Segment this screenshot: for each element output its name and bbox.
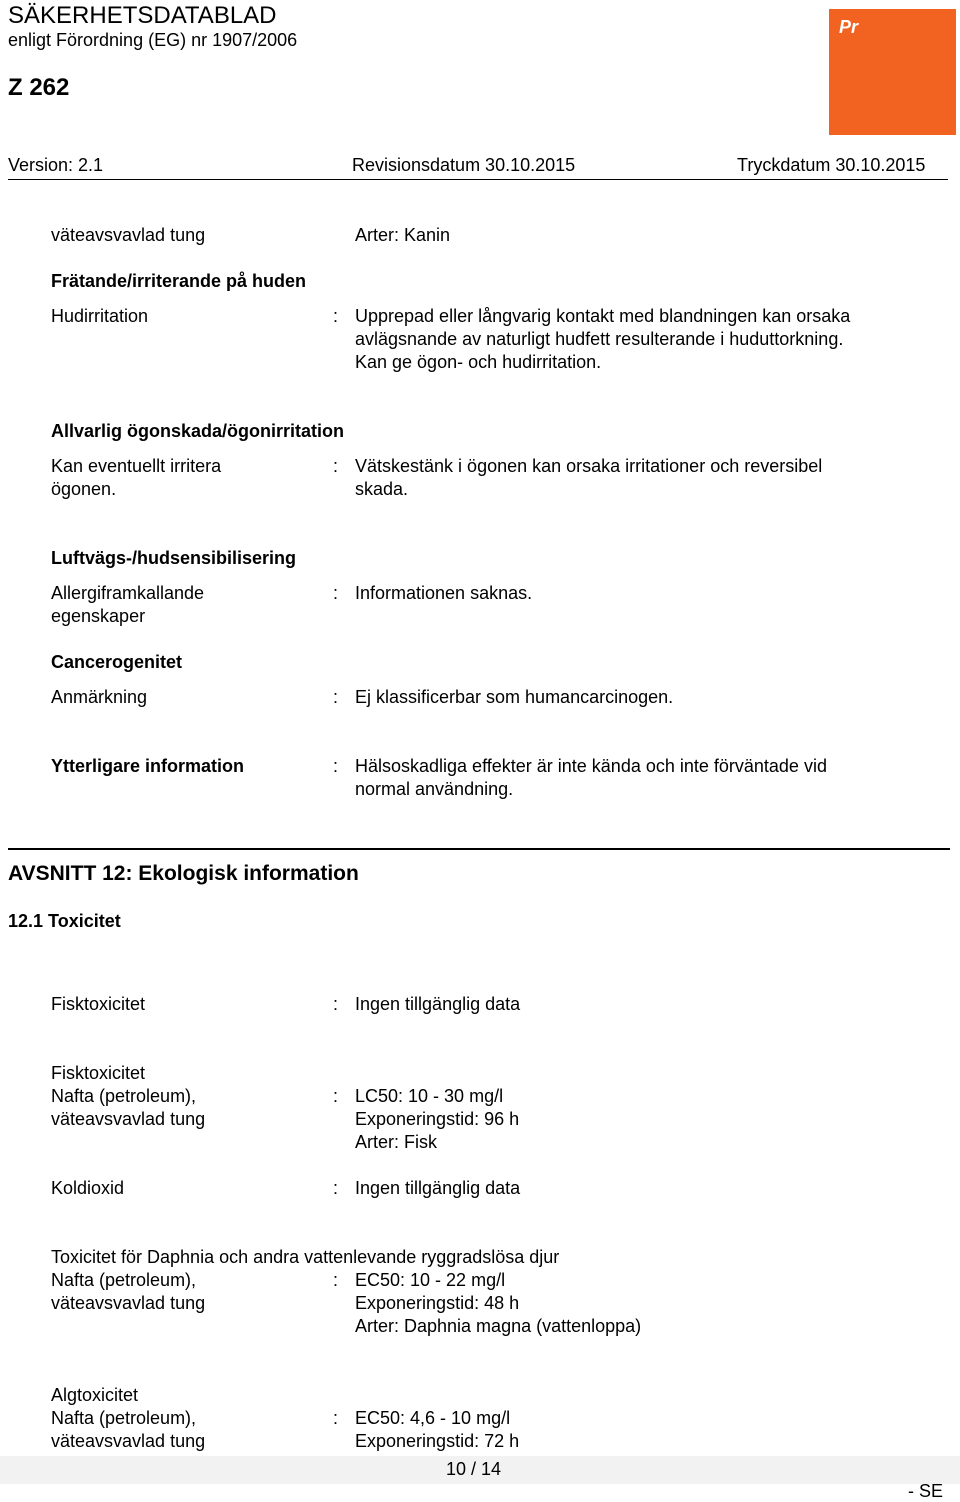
colon: : (333, 1408, 339, 1428)
print-date: Tryckdatum 30.10.2015 (737, 155, 926, 175)
header-divider (8, 179, 948, 180)
eye-heading: Allvarlig ögonskada/ögonirritation (51, 421, 345, 441)
daphnia-heading: Toxicitet för Daphnia och andra vattenlevande ryggradslösa djur (51, 1247, 560, 1267)
page-number: 10 / 14 (446, 1459, 502, 1479)
further-info-label: Ytterligare information (51, 756, 245, 776)
carcinogenicity-heading: Cancerogenitet (51, 652, 183, 672)
fish-toxicity-value: Ingen tillgänglig data (355, 994, 521, 1014)
daphnia-substance-line: väteavsvavlad tung (51, 1293, 206, 1313)
section-divider (8, 848, 950, 850)
colon: : (333, 1086, 339, 1106)
regulation-text: enligt Förordning (EG) nr 1907/2006 (8, 30, 298, 50)
sensitisation-value: Informationen saknas. (355, 583, 533, 603)
toxicity-subtitle: 12.1 Toxicitet (8, 911, 121, 931)
fish-value-line: LC50: 10 - 30 mg/l (355, 1086, 504, 1106)
daphnia-value-line: Arter: Daphnia magna (vattenloppa) (355, 1316, 642, 1336)
sensitisation-heading: Luftvägs-/hudsensibilisering (51, 548, 297, 568)
daphnia-substance-line: Nafta (petroleum), (51, 1270, 197, 1290)
colon: : (333, 756, 339, 776)
section-12-title: AVSNITT 12: Ekologisk information (8, 862, 359, 885)
fish-substance-line: Nafta (petroleum), (51, 1086, 197, 1106)
colon: : (333, 456, 339, 476)
company-logo (829, 9, 956, 135)
skin-value-line: Upprepad eller långvarig kontakt med blandningen kan orsaka (355, 306, 851, 326)
logo-text: Pr (839, 17, 859, 37)
daphnia-value-line: Exponeringstid: 48 h (355, 1293, 520, 1313)
fish-substance-line: väteavsvavlad tung (51, 1109, 206, 1129)
daphnia-value-line: EC50: 10 - 22 mg/l (355, 1270, 506, 1290)
fish-value-line: Exponeringstid: 96 h (355, 1109, 520, 1129)
co2-label: Koldioxid (51, 1178, 125, 1198)
colon: : (333, 687, 339, 707)
fish-value-line: Arter: Fisk (355, 1132, 438, 1152)
skin-value-line: Kan ge ögon- och hudirritation. (355, 352, 602, 372)
fish-toxicity-label: Fisktoxicitet (51, 994, 146, 1014)
sensitisation-label-line: egenskaper (51, 606, 146, 626)
colon: : (333, 994, 339, 1014)
algae-substance-line: väteavsvavlad tung (51, 1431, 206, 1451)
revision-date: Revisionsdatum 30.10.2015 (352, 155, 576, 175)
eye-label-line: ögonen. (51, 479, 117, 499)
carcinogenicity-label: Anmärkning (51, 687, 148, 707)
algae-substance-line: Nafta (petroleum), (51, 1408, 197, 1428)
skin-label: Hudirritation (51, 306, 149, 326)
colon: : (333, 306, 339, 326)
skin-heading: Frätande/irriterande på huden (51, 271, 307, 291)
carryover-value: Arter: Kanin (355, 225, 451, 245)
document-title: SÄKERHETSDATABLAD (8, 2, 277, 29)
eye-value-line: skada. (355, 479, 409, 499)
carcinogenicity-value: Ej klassificerbar som humancarcinogen. (355, 687, 674, 707)
eye-label-line: Kan eventuellt irritera (51, 456, 222, 476)
algae-heading: Algtoxicitet (51, 1385, 139, 1405)
eye-value-line: Vätskestänk i ögonen kan orsaka irritationer och reversibel (355, 456, 823, 476)
language-code: - SE (908, 1481, 944, 1501)
carryover-label: väteavsvavlad tung (51, 225, 206, 245)
skin-value-line: avlägsnande av naturligt hudfett resulterande i huduttorkning. (355, 329, 844, 349)
colon: : (333, 1178, 339, 1198)
product-name: Z 262 (8, 74, 70, 101)
colon: : (333, 1270, 339, 1290)
further-info-value-line: Hälsoskadliga effekter är inte kända och inte förväntade vid (355, 756, 827, 776)
algae-value-line: Exponeringstid: 72 h (355, 1431, 520, 1451)
sensitisation-label-line: Allergiframkallande (51, 583, 205, 603)
further-info-value-line: normal användning. (355, 779, 514, 799)
fish-toxicity-heading: Fisktoxicitet (51, 1063, 146, 1083)
co2-value: Ingen tillgänglig data (355, 1178, 521, 1198)
colon: : (333, 583, 339, 603)
version-text: Version: 2.1 (8, 155, 104, 175)
algae-value-line: EC50: 4,6 - 10 mg/l (355, 1408, 511, 1428)
